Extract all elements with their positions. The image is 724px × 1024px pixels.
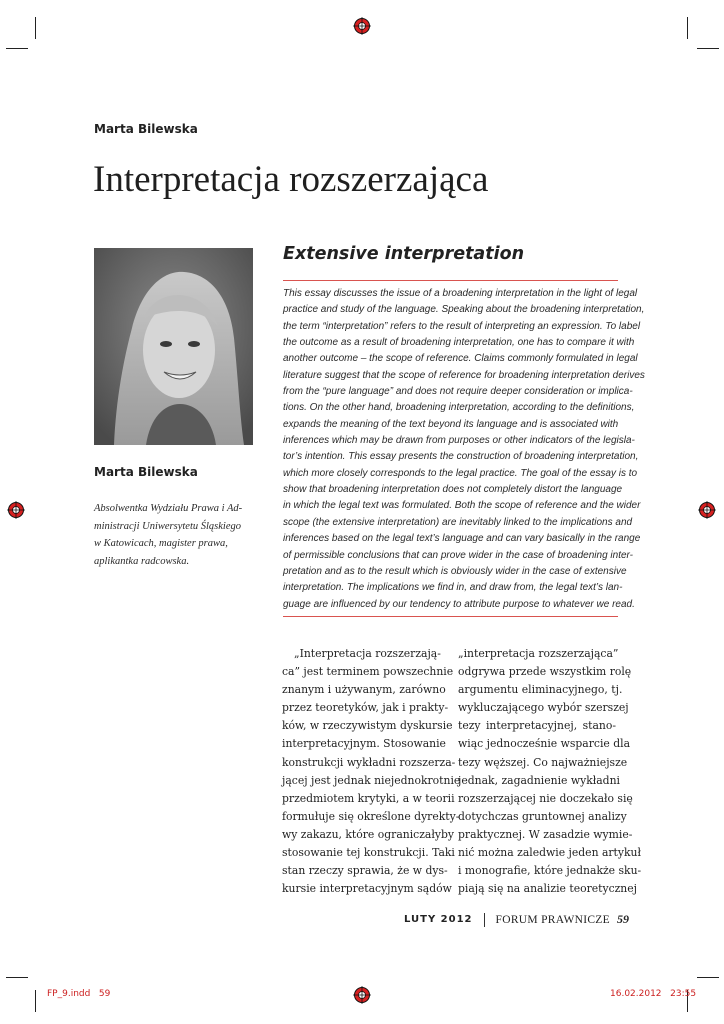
body-line: dotychczas gruntownej analizy — [458, 809, 627, 823]
publication-name: FORUM PRAWNICZE — [495, 913, 610, 926]
body-line: praktycznej. W zasadzie wymie- — [458, 827, 633, 841]
body-line: znanym i używanym, zarówno — [282, 683, 446, 697]
bio-line: w Katowicach, magister prawa, — [94, 538, 228, 549]
body-line: i monografie, które jednakże sku- — [458, 864, 642, 878]
body-column-2 — [458, 645, 642, 898]
bio-line: aplikantka radcowska. — [94, 555, 190, 567]
body-line: wy zakazu, które ograniczałyby — [282, 827, 454, 841]
abstract-heading: Extensive interpretation — [283, 244, 525, 264]
abstract-line: inferences based on the legal text’s language and can vary basically in the range — [283, 533, 641, 545]
body-line: konstrukcji wykładni rozszerza- — [282, 755, 456, 769]
abstract-line: of permissible conclusions that can prove wider in the case of broadening inter- — [283, 549, 634, 561]
abstract-text — [283, 286, 645, 613]
body-line: przez teoretyków, jak i prakty- — [282, 701, 449, 715]
abstract-line: the term “interpretation” refers to the result of interpreting an expression. To label — [283, 320, 641, 332]
body-line: piają się na analizie teoretycznej — [458, 882, 637, 896]
body-column-1 — [282, 645, 461, 898]
page-number: 59 — [616, 912, 629, 926]
body-line: odgrywa przede wszystkim rolę — [458, 665, 632, 679]
abstract-line: literature suggest that the scope of reference for broadening interpretation derives — [283, 369, 645, 381]
abstract-line: inferences which may be drawn from purposes or other indicators of the legisla- — [283, 435, 635, 447]
slug-filename: FP_9.indd 59 — [47, 989, 111, 999]
article-title: Interpretacja rozszerzająca — [93, 159, 489, 200]
registration-mark-icon — [7, 501, 25, 519]
abstract-line: which more closely corresponds to the legal practice. The goal of the essay is to — [283, 467, 638, 479]
body-line: przedmiotem krytyki, a w teorii — [282, 791, 455, 805]
footer-separator — [484, 913, 485, 927]
abstract-line: guage are influenced by our tendency to attribute purpose to whatever we read. — [283, 598, 635, 610]
crop-mark — [35, 17, 36, 39]
crop-mark — [687, 17, 688, 39]
body-line: jednak, zagadnienie wykładni — [458, 773, 620, 787]
divider — [283, 616, 618, 617]
abstract-line: scope (the extensive interpretation) are inevitably linked to the implications and — [283, 516, 633, 528]
abstract-line: expands the meaning of the text beyond its language and is associated with — [283, 418, 619, 430]
divider — [283, 280, 618, 281]
crop-mark — [35, 990, 36, 1012]
body-line: stosowanie tej konstrukcji. Taki — [282, 846, 455, 860]
body-line: rozszerzającej nie doczekało się — [458, 791, 633, 805]
body-line: ków, w rzeczywistym dyskursie — [282, 719, 453, 733]
registration-mark-icon — [353, 17, 371, 35]
abstract-line: in which the legal text was formulated. Both the scope of reference and the wider — [283, 500, 641, 512]
abstract-line: show that broadening interpretation does not completely distort the language — [283, 484, 623, 496]
abstract-line: interpretation. The implications we find in, and draw from, the legal text’s lan- — [283, 582, 623, 594]
abstract-line: pretation and as to the result which is obviously wider in the case of extensive — [283, 565, 627, 577]
body-line: wiąc jednocześnie wsparcie dla — [458, 737, 631, 751]
abstract-line: This essay discusses the issue of a broadening interpretation in the light of legal — [283, 288, 638, 299]
body-line: ca” jest terminem powszechnie — [282, 665, 454, 679]
page-footer — [404, 912, 629, 927]
author-bio — [94, 500, 258, 570]
body-line: „Interpretacja rozszerzają- — [294, 647, 441, 660]
crop-mark — [6, 977, 28, 978]
body-line: nić można zaledwie jeden artykuł — [458, 846, 641, 860]
body-line: kursie interpretacyjnym sądów — [282, 882, 452, 896]
crop-mark — [697, 48, 719, 49]
crop-mark — [697, 977, 719, 978]
abstract-line: another outcome – the scope of reference. Claims commonly formulated in legal — [283, 353, 638, 365]
registration-mark-icon — [353, 986, 371, 1004]
author-name-side: Marta Bilewska — [94, 465, 198, 479]
body-line: argumentu eliminacyjnego, tj. — [458, 683, 623, 697]
author-name: Marta Bilewska — [94, 122, 198, 136]
body-line: tezy interpretacyjnej, stano- — [458, 719, 616, 733]
abstract-line: the outcome as a result of broadening interpretation, one has to compare it with — [283, 337, 635, 349]
body-line: tezy węższej. Co najważniejsze — [458, 755, 628, 769]
body-line: wykluczającego wybór szerszej — [458, 701, 629, 715]
abstract-line: practice and study of the language. Speaking about the broadening interpretation, — [283, 304, 645, 316]
body-line: stan rzeczy sprawia, że w dys- — [282, 864, 448, 878]
issue-date: LUTY 2012 — [404, 914, 473, 925]
crop-mark — [6, 48, 28, 49]
bio-line: ministracji Uniwersytetu Śląskiego — [94, 520, 241, 532]
bio-line: Absolwentka Wydziału Prawa i Ad- — [94, 503, 243, 514]
author-photo — [94, 248, 253, 445]
body-line: „interpretacja rozszerzająca” — [458, 647, 619, 660]
body-line: interpretacyjnym. Stosowanie — [282, 737, 446, 751]
abstract-line: tor’s intention. This essay presents the construction of broadening interpretation, — [283, 451, 639, 463]
abstract-line: tions. On the other hand, broadening interpretation, according to the definitions, — [283, 402, 635, 414]
registration-mark-icon — [698, 501, 716, 519]
body-line: jącej jest jednak niejednokrotnie — [282, 773, 461, 787]
slug-timestamp: 16.02.2012 23:55 — [610, 989, 697, 999]
body-line: formułuje się określone dyrekty- — [282, 809, 460, 823]
abstract-line: from the “pure language” and does not require deeper consideration or implica- — [283, 386, 633, 398]
